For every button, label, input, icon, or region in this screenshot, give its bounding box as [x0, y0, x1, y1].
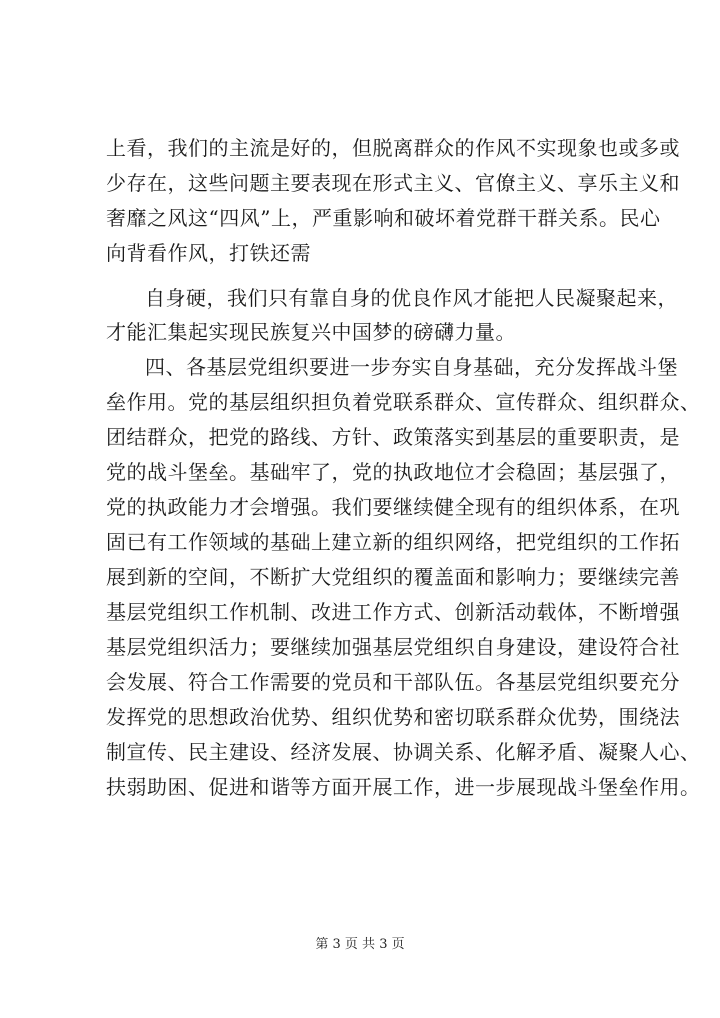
body-text-line: 会发展、符合工作需要的党员和干部队伍。各基层党组织要充分: [106, 670, 680, 694]
body-text-line: 扶弱助困、促进和谐等方面开展工作，进一步展现战斗堡垒作用。: [106, 775, 701, 799]
body-text-line: 党的战斗堡垒。基础牢了，党的执政地位才会稳固；基层强了，: [106, 460, 680, 484]
body-text-line: 基层党组织工作机制、改进工作方式、创新活动载体，不断增强: [106, 600, 680, 624]
body-text-line: 发挥党的思想政治优势、组织优势和密切联系群众优势，围绕法: [106, 705, 680, 729]
body-text-line: 少存在，这些问题主要表现在形式主义、官僚主义、享乐主义和: [106, 171, 680, 195]
body-text-line: 自身硬，我们只有靠自身的优良作风才能把人民凝聚起来，: [145, 286, 678, 310]
body-text-line: 展到新的空间，不断扩大党组织的覆盖面和影响力；要继续完善: [106, 565, 680, 589]
body-text-line: 上看，我们的主流是好的，但脱离群众的作风不实现象也或多或: [106, 136, 680, 160]
body-text-line: 党的执政能力才会增强。我们要继续健全现有的组织体系，在巩: [106, 495, 680, 519]
body-text-line: 奢靡之风这“四风”上，严重影响和破坏着党群干群关系。民心: [106, 206, 661, 230]
body-text-line: 固已有工作领域的基础上建立新的组织网络，把党组织的工作拓: [106, 530, 680, 554]
body-text-line: 垒作用。党的基层组织担负着党联系群众、宣传群众、组织群众、: [106, 390, 701, 414]
body-text-line: 团结群众，把党的路线、方针、政策落实到基层的重要职责，是: [106, 425, 680, 449]
body-text-line: 基层党组织活力；要继续加强基层党组织自身建设，建设符合社: [106, 635, 680, 659]
page-footer: 第 3 页 共 3 页: [315, 937, 405, 952]
body-text-line: 制宣传、民主建设、经济发展、协调关系、化解矛盾、凝聚人心、: [106, 740, 701, 764]
body-text-line: 才能汇集起实现民族复兴中国梦的磅礴力量。: [106, 320, 516, 344]
section-heading-line: 四、各基层党组织要进一步夯实自身基础，充分发挥战斗堡: [145, 355, 678, 379]
body-text-line: 向背看作风，打铁还需: [106, 241, 311, 265]
